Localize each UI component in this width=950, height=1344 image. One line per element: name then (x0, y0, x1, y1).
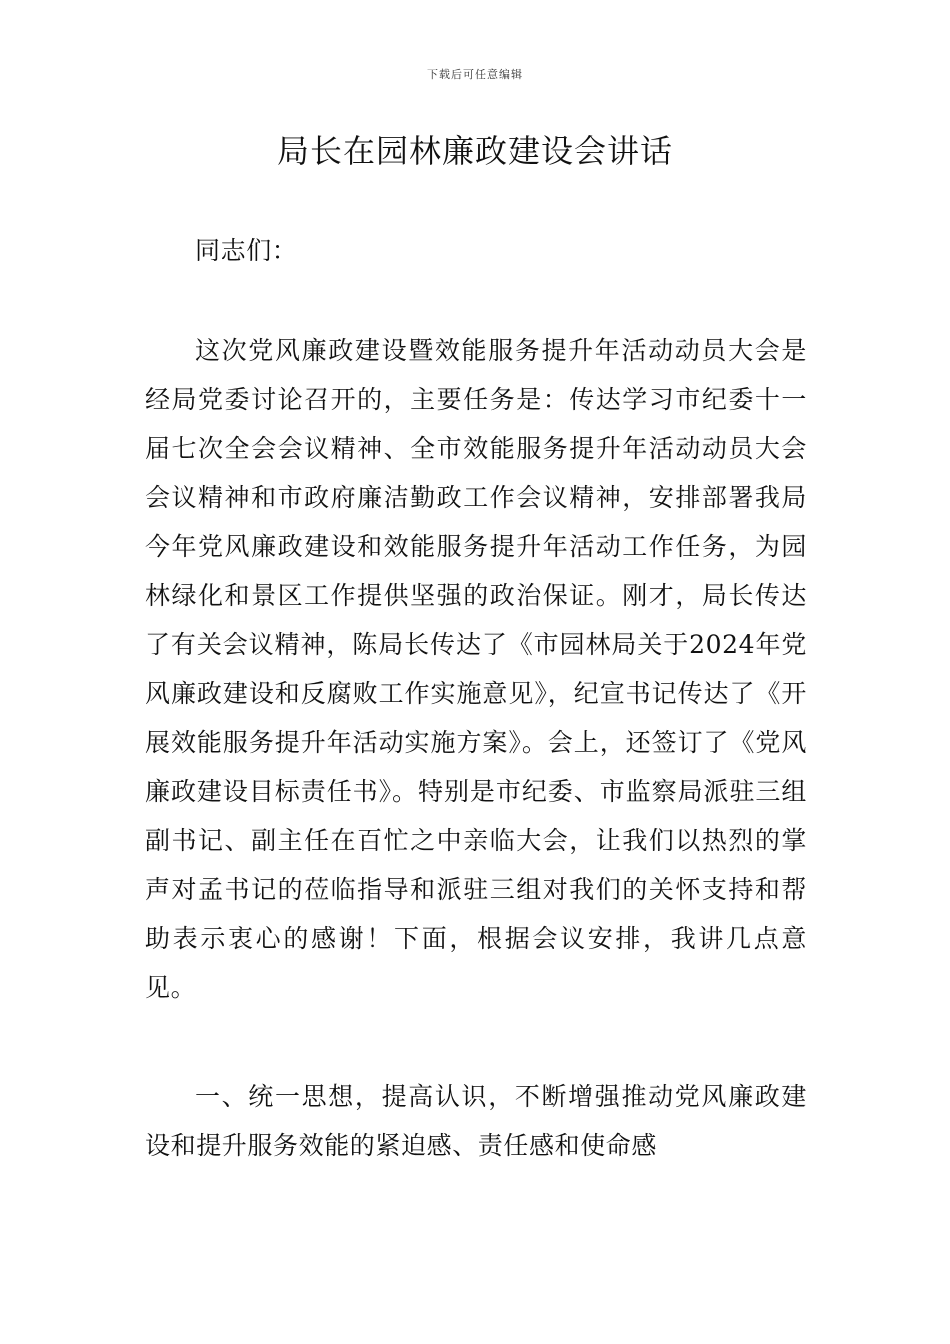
document-title: 局长在园林廉政建设会讲话 (276, 132, 673, 170)
page-header-note: 下载后可任意编辑 (427, 68, 523, 81)
section-heading: 一、统一思想，提高认识，不断增强推动党风廉政建设和提升服务效能的紧迫感、责任感和使命感 (145, 1082, 807, 1160)
body-paragraph: 这次党风廉政建设暨效能服务提升年活动动员大会是经局党委讨论召开的，主要任务是：传达学习市纪委十一届七次全会会议精神、全市效能服务提升年活动动员大会会议精神和市政府廉洁勤政工作会议精神，安排部署我局今年党风廉政建设和效能服务提升年活动工作任务，为园林绿化和景区工作提供坚强的政治保证。刚才，局长传达了有关会议精神，陈局长传达了《市园林局关于2024年党风廉政建设和反腐败工作实施意见》，纪宣书记传达了《开展效能服务提升年活动实施方案》。会上，还签订了《党风廉政建设目标责任书》。特别是市纪委、市监察局派驻三组副书记、副主任在百忙之中亲临大会，让我们以热烈的掌声对孟书记的莅临指导和派驻三组对我们的关怀支持和帮助表示衷心的感谢！下面，根据会议安排，我讲几点意见。 (145, 336, 807, 1002)
salutation: 同志们： (195, 236, 298, 265)
